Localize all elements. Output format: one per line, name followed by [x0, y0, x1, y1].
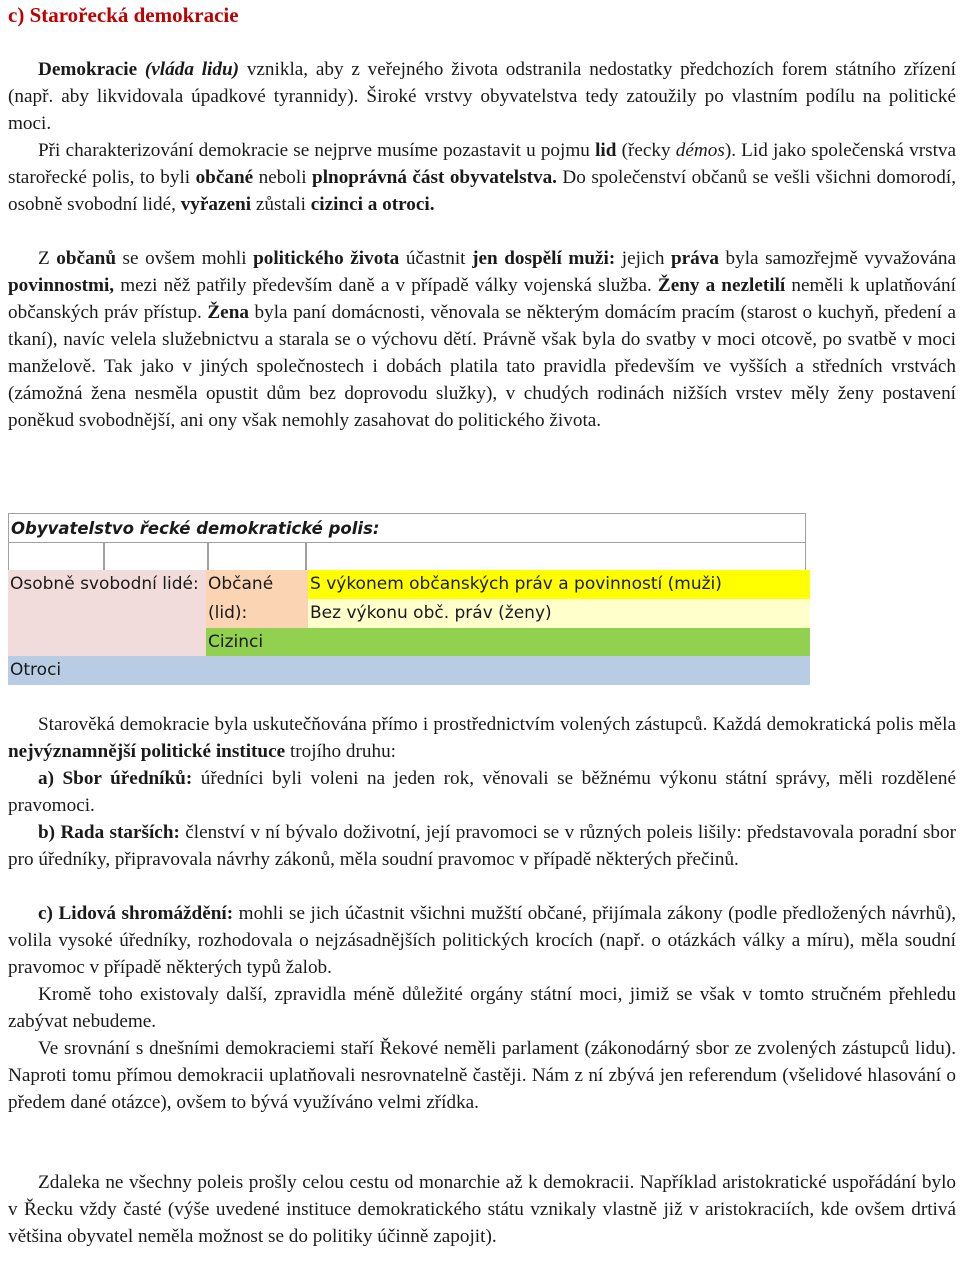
women-no-rights-cell: Bez výkonu obč. práv (ženy)	[308, 599, 810, 628]
paragraph-institutions-intro: Starověká demokracie byla uskutečňována přímo i prostřednictvím volených zástupců. Každá demokratická polis měla nejvýznamnější politické instituce trojího druhu:	[8, 714, 956, 762]
section-heading: c) Starořecká demokracie	[8, 3, 239, 27]
empty-cell	[208, 543, 306, 571]
empty-cell	[306, 543, 806, 571]
population-table-title: Obyvatelstvo řecké demokratické polis:	[8, 513, 806, 543]
free-people-cell: Osobně svobodní lidé:	[8, 570, 206, 656]
paragraph-citizens-rights: Z občanů se ovšem mohli politického života účastnit jen dospělí muži: jejich práva byla samozřejmě vyvažována povinnostmi, mezi něž patřily především daně a v případě války vojenská služba. Ženy a nezletilí neměli k uplatňování občanských práv přístup. Žena byla paní domácnosti, věnovala se některým domácím pracím (starost o kuchyň, předení a tkaní), navíc velela služebnictvu a starala se o výchovu dětí. Právně však byla do svatby v moci otcově, po svatbě v moci manželově. Tak jako v jiných společnostech i dobách platila tato pravidla především ve vyšších a středních vrstvách (zámožná žena nesměla opustit dům bez doprovodu služky), v chudých rodinách nižších vrstev měly ženy postavení poněkud svobodnější, ani ony však nemohly zasahovat do politického života.	[8, 248, 956, 431]
paragraph-aristocracy: Zdaleka ne všechny poleis prošly celou cestu od monarchie až k demokracii. Například aristokratické uspořádání bylo v Řecku vždy časté (výše uvedené instituce demokratického státu vznikaly vlastně již v aristokraciích, kde ovšem drtivá většina obyvatel neměla možnost se do politiky účinně zapojit).	[8, 1172, 956, 1247]
empty-cell	[8, 543, 104, 571]
citizens-cell: Občané (lid):	[206, 570, 308, 628]
paragraph-council-elders: b) Rada starších: členství v ní bývalo doživotní, její pravomoci se v různých poleis lišily: představovala poradní sbor pro úředníky, připravovala návrhy zákonů, měla soudní pravomoc v případě některých přečinů.	[8, 822, 956, 870]
foreigners-cell: Cizinci	[206, 628, 810, 656]
empty-cell	[104, 543, 208, 571]
paragraph-other-organs: Kromě toho existovaly další, zpravidla méně důležité orgány státní moci, jimiž se však v tomto stručném přehledu zabývat nebudeme.	[8, 984, 956, 1032]
paragraph-people-definition: Při charakterizování demokracie se nejprve musíme pozastavit u pojmu lid (řecky démos). Lid jako společenská vrstva starořecké polis, to byli občané neboli plnoprávná část obyvatelstva. Do společenství občanů se vešli všichni domorodí, osobně svobodní lidé, vyřazeni zůstali cizinci a otroci.	[8, 140, 957, 215]
paragraph-officials: a) Sbor úředníků: úředníci byli voleni na jeden rok, věnovali se běžnému výkonu státní správy, měli rozdělené pravomoci.	[8, 768, 956, 816]
paragraph-democracy-origin: Demokracie (vláda lidu) vznikla, aby z veřejného života odstranila nedostatky předchozích forem státního zřízení (např. aby likvidovala úpadkové tyrannidy). Široké vrstvy obyvatelstva tedy zatoužily po vlastním podílu na politické moci.	[8, 59, 956, 134]
men-rights-cell: S výkonem občanských práv a povinností (muži)	[308, 570, 810, 599]
paragraph-comparison: Ve srovnání s dnešními demokraciemi staří Řekové neměli parlament (zákonodárný sbor ze zvolených zástupců lidu). Naproti tomu přímou demokracii uplatňovali nesrovnatelně častěji. Nám z ní zbývá jen referendum (všelidové hlasování o předem dané otázce), ovšem to bývá využíváno velmi zřídka.	[8, 1038, 956, 1113]
population-table-empty-row	[8, 543, 806, 571]
slaves-cell: Otroci	[8, 656, 810, 685]
paragraph-assemblies: c) Lidová shromáždění: mohli se jich účastnit všichni mužští občané, přijímala zákony (podle předložených návrhů), volila vysoké úředníky, rozhodovala o nejzásadnějších politických krocích (např. o otázkách války a míru), měla soudní pravomoc v případě některých typů žalob.	[8, 903, 957, 978]
